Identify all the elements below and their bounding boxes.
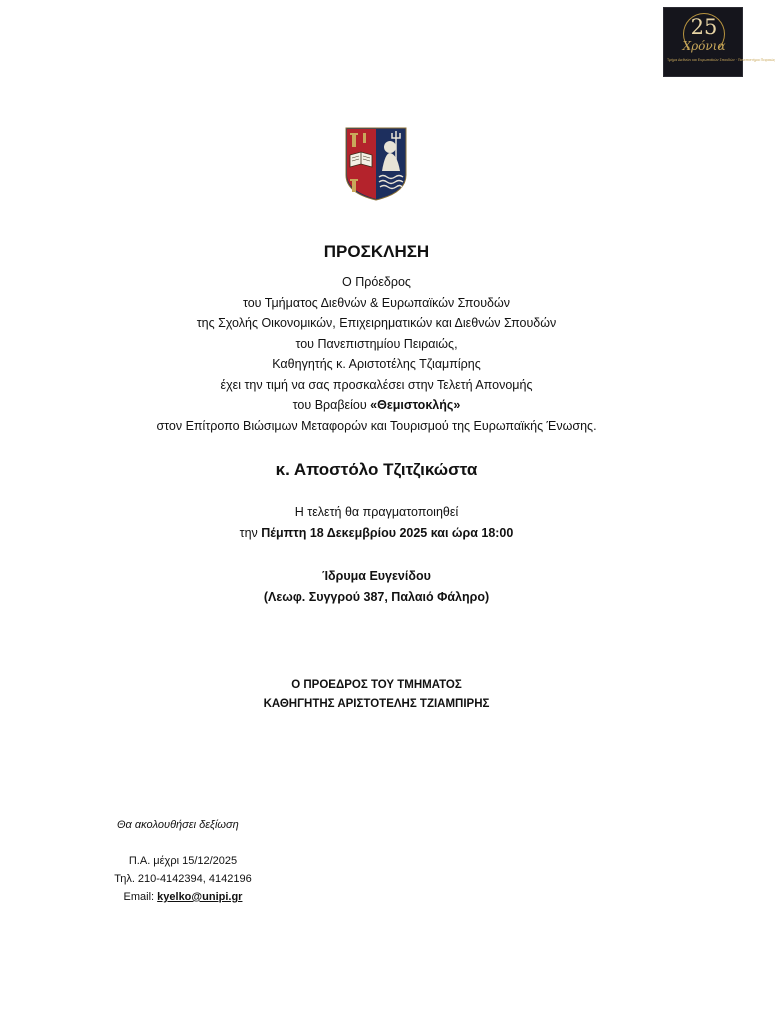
award-line bbox=[0, 395, 753, 416]
intro-line: Καθηγητής κ. Αριστοτέλης Τζιαμπίρης bbox=[272, 357, 481, 371]
rsvp-deadline: Π.Α. μέχρι 15/12/2025 bbox=[128, 855, 238, 867]
anniversary-badge bbox=[663, 7, 775, 77]
signature-block bbox=[0, 676, 753, 714]
university-crest-icon bbox=[345, 127, 407, 201]
phone-numbers: Τηλ. 210-4142394, 4142196 bbox=[114, 873, 252, 885]
award-prefix: του Βραβείου bbox=[292, 398, 371, 412]
badge-number: 25 bbox=[690, 15, 718, 39]
venue-name: Ίδρυμα Ευγενίδου bbox=[322, 569, 431, 583]
signature-name: ΚΑΘΗΓΗΤΗΣ ΑΡΙΣΤΟΤΕΛΗΣ ΤΖΙΑΜΠΙΡΗΣ bbox=[263, 698, 490, 710]
intro-line: της Σχολής Οικονομικών, Επιχειρηματικών και Διεθνών Σπουδών bbox=[196, 316, 557, 330]
signature-role: Ο ΠΡΟΕΔΡΟΣ ΤΟΥ ΤΜΗΜΑΤΟΣ bbox=[291, 679, 462, 691]
intro-line: Ο Πρόεδρος bbox=[342, 275, 411, 289]
venue-address: (Λεωφ. Συγγρού 387, Παλαιό Φάληρο) bbox=[263, 590, 490, 604]
intro-line: έχει την τιμή να σας προσκαλέσει στην Τελετή Απονομής bbox=[220, 377, 533, 392]
venue-block bbox=[0, 566, 753, 608]
date-prefix: την bbox=[239, 526, 262, 540]
ceremony-date: Πέμπτη 18 Δεκεμβρίου 2025 και ώρα 18:00 bbox=[261, 526, 514, 540]
email-label: Email: bbox=[123, 891, 158, 903]
recipient-role: στον Επίτροπο Βιώσιμων Μεταφορών και Τουρισμού της Ευρωπαϊκής Ένωσης. bbox=[156, 418, 597, 433]
ceremony-intro: Η τελετή θα πραγματοποιηθεί bbox=[294, 505, 459, 519]
badge-word: Χρόνια bbox=[682, 39, 726, 53]
award-name: «Θεμιστοκλής» bbox=[370, 398, 461, 412]
email-link[interactable]: kyelko@unipi.gr bbox=[157, 891, 243, 903]
contact-block bbox=[0, 852, 366, 906]
invitation-intro bbox=[0, 272, 753, 436]
ceremony-details bbox=[0, 502, 753, 544]
intro-line: του Τμήματος Διεθνών & Ευρωπαϊκών Σπουδών bbox=[242, 295, 511, 310]
reception-note: Θα ακολουθήσει δεξίωση bbox=[117, 819, 239, 831]
badge-subtitle: Τμήμα Διεθνών και Ευρωπαϊκών Σπουδών · Πανεπιστήμιο Πειραιώς bbox=[667, 58, 775, 62]
ceremony-date-line bbox=[0, 523, 753, 544]
honoree-name: κ. Αποστόλο Τζιτζικώστα bbox=[275, 460, 478, 479]
invitation-title: ΠΡΟΣΚΛΗΣΗ bbox=[323, 242, 430, 261]
email-line bbox=[0, 888, 366, 906]
intro-line: του Πανεπιστημίου Πειραιώς, bbox=[295, 336, 458, 351]
